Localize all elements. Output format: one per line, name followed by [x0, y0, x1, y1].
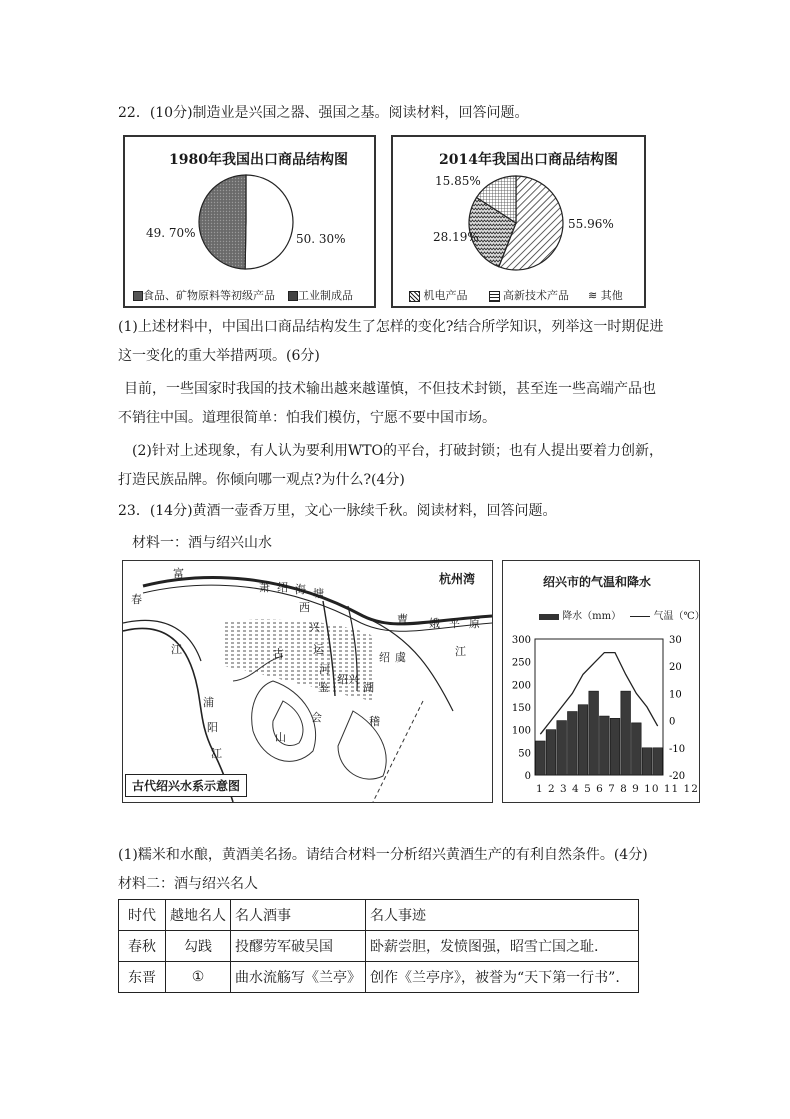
y-tick-left: 300 [511, 635, 531, 646]
cell-deeds: 创作《兰亭序》，被誉为“天下第一行书”. [366, 962, 639, 993]
cell-deeds: 卧薪尝胆，发愤图强，昭雪亡国之耻. [366, 931, 639, 962]
legend-swatch-primary [133, 291, 143, 301]
pie-slice-industrial [245, 175, 293, 269]
legend-label-hightech: 高新技术产品 [503, 289, 569, 302]
legend-swatch-industrial [288, 291, 298, 301]
map-label-jian: 鉴 [318, 681, 329, 694]
map-label-xing: 兴 [309, 621, 320, 634]
precip-bar [600, 716, 610, 775]
map-label-jiang-3: 江 [455, 645, 466, 658]
map-label-cao: 曹 [397, 613, 408, 626]
th-wine: 名人酒事 [231, 900, 366, 931]
y-tick-right: 30 [669, 635, 682, 646]
map-label-ji: 稽 [369, 715, 380, 728]
map-label-jiang-2: 江 [211, 747, 222, 760]
table-header-row [119, 900, 639, 931]
table-row [119, 962, 639, 993]
cell-wine: 曲水流觞写《兰亭》 [231, 962, 366, 993]
map-caption: 古代绍兴水系示意图 [125, 774, 247, 797]
map-label-xiao: 萧 [259, 581, 270, 594]
climate-chart-title: 绍兴市的气温和降水 [543, 575, 652, 589]
th-era: 时代 [119, 900, 166, 931]
cell-person: 勾践 [166, 931, 231, 962]
y-tick-right: 10 [669, 689, 682, 701]
legend-swatch-mechanical [409, 291, 420, 302]
pie-2014-label-mechanical: 55.96% [568, 217, 614, 231]
cell-person: ① [166, 962, 231, 993]
pie-chart-1980 [123, 135, 376, 308]
pie-chart-2014 [391, 135, 646, 308]
q22-sub1-line2: 这一变化的重大举措两项。(6分) [118, 348, 320, 364]
legend-temp-label: 气温（℃） [653, 611, 705, 622]
precip-bar [653, 748, 663, 775]
precip-bar [546, 730, 556, 775]
y-tick-left: 250 [511, 657, 531, 669]
y-tick-left: 50 [518, 748, 531, 760]
map-label-chun: 春 [131, 593, 142, 606]
q23-heading: 23．(14分)黄酒一壶香万里，文心一脉续千秋。阅读材料，回答问题。 [118, 503, 557, 519]
map-label-shaoxing: 绍兴 [337, 673, 359, 686]
pie-slice-primary [199, 175, 246, 269]
precip-bar [589, 691, 599, 775]
precip-bar [568, 712, 578, 775]
pie-1980-svg [125, 137, 374, 306]
map-label-shao: 绍 [277, 581, 288, 594]
precip-bar [578, 705, 588, 775]
climate-chart [502, 560, 705, 803]
precip-bar [536, 741, 546, 775]
map-label-hu: 湖 [363, 681, 374, 694]
y-tick-right: -20 [669, 771, 686, 782]
y-tick-right: -10 [669, 743, 686, 755]
y-tick-left: 200 [511, 680, 531, 692]
q22-heading: 22．(10分)制造业是兴国之器、强国之基。阅读材料，回答问题。 [118, 105, 529, 121]
map-label-hangzhou-bay: 杭州湾 [439, 572, 476, 586]
th-person: 越地名人 [166, 900, 231, 931]
y-tick-left: 150 [511, 703, 531, 714]
map-label-shan: 山 [275, 731, 286, 744]
map-label-hui: 会 [311, 711, 322, 724]
q23-sub1: (1)糯米和水酿，黄酒美名扬。请结合材料一分析绍兴黄酒生产的有利自然条件。(4分) [118, 847, 648, 863]
map-label-xi: 西 [299, 601, 310, 614]
legend-precip-label: 降水（mm） [562, 611, 622, 622]
q22-sub1-line1: (1)上述材料中，中国出口商品结构发生了怎样的变化?结合所学知识，列举这一时期促进 [118, 319, 664, 335]
map-label-gu: 古 [273, 647, 284, 660]
pie-2014-legend [409, 287, 623, 303]
legend-swatch-hightech [489, 291, 500, 302]
legend-label-other: 其他 [600, 289, 623, 302]
map-label-yu: 虞 [395, 651, 406, 664]
map-label-hai: 海 [295, 583, 306, 596]
map-label-e: 娥 [429, 617, 440, 630]
shaoxing-people-table [118, 899, 639, 993]
precip-bar [621, 691, 631, 775]
pie-1980-label-primary: 49. 70% [146, 226, 196, 240]
q22-para-line2: 不销往中国。道理很简单：怕我们模仿，宁愿不要中国市场。 [118, 410, 496, 426]
map-label-ping: 平 [449, 617, 460, 630]
precip-bar [610, 718, 620, 775]
shaoxing-water-map [122, 560, 493, 803]
q23-material2: 材料二：酒与绍兴名人 [118, 876, 258, 892]
th-deeds: 名人事迹 [366, 900, 639, 931]
pie-1980-legend [133, 287, 353, 303]
precip-bar [557, 721, 567, 775]
precip-bar [632, 723, 642, 775]
map-label-fu: 富 [173, 567, 184, 580]
map-label-yun: 运 [313, 643, 324, 656]
climate-xticks: 1 2 3 4 5 6 7 8 9 10 11 12 [536, 783, 699, 795]
legend-label-mechanical: 机电产品 [423, 289, 468, 302]
table-row [119, 931, 639, 962]
map-label-jiang-1: 江 [171, 643, 182, 656]
cell-era: 东晋 [119, 962, 166, 993]
map-label-pu: 浦 [203, 696, 214, 709]
map-label-tang: 塘 [313, 587, 324, 600]
q22-para-line1: 目前，一些国家时我国的技术输出越来越谨慎，不但技术封锁，甚至连一些高端产品也 [124, 381, 656, 397]
pie-2014-label-other: 15.85% [435, 174, 481, 188]
q22-sub2-line2: 打造民族品牌。你倾向哪一观点?为什么?(4分) [118, 472, 405, 488]
pie-1980-label-industrial: 50. 30% [296, 232, 346, 246]
map-label-yang: 阳 [207, 721, 218, 734]
q22-sub2-line1: (2)针对上述现象，有人认为要利用WTO的平台，打破封锁；也有人提出要着力创新， [132, 443, 664, 459]
cell-wine: 投醪劳军破吴国 [231, 931, 366, 962]
y-tick-right: 20 [669, 662, 682, 674]
legend-swatch-other: ≋ [588, 289, 598, 302]
cell-era: 春秋 [119, 931, 166, 962]
pie-2014-label-hightech: 28.19% [433, 230, 479, 244]
y-tick-right: 0 [669, 716, 676, 728]
q23-material1: 材料一：酒与绍兴山水 [132, 535, 272, 551]
y-tick-left: 0 [524, 771, 531, 782]
precip-bar [642, 748, 652, 775]
pie-2014-title: 2014年我国出口商品结构图 [439, 152, 618, 168]
pie-1980-title: 1980年我国出口商品结构图 [169, 152, 348, 168]
legend-label-industrial: 工业制成品 [298, 289, 353, 302]
map-label-shao-2: 绍 [379, 651, 390, 664]
y-tick-left: 100 [511, 725, 531, 737]
map-label-yuan: 原 [469, 617, 480, 630]
map-svg [123, 561, 492, 802]
legend-label-primary: 食品、矿物原料等初级产品 [143, 289, 275, 302]
map-label-he: 河 [319, 663, 330, 676]
climate-svg [503, 561, 699, 802]
